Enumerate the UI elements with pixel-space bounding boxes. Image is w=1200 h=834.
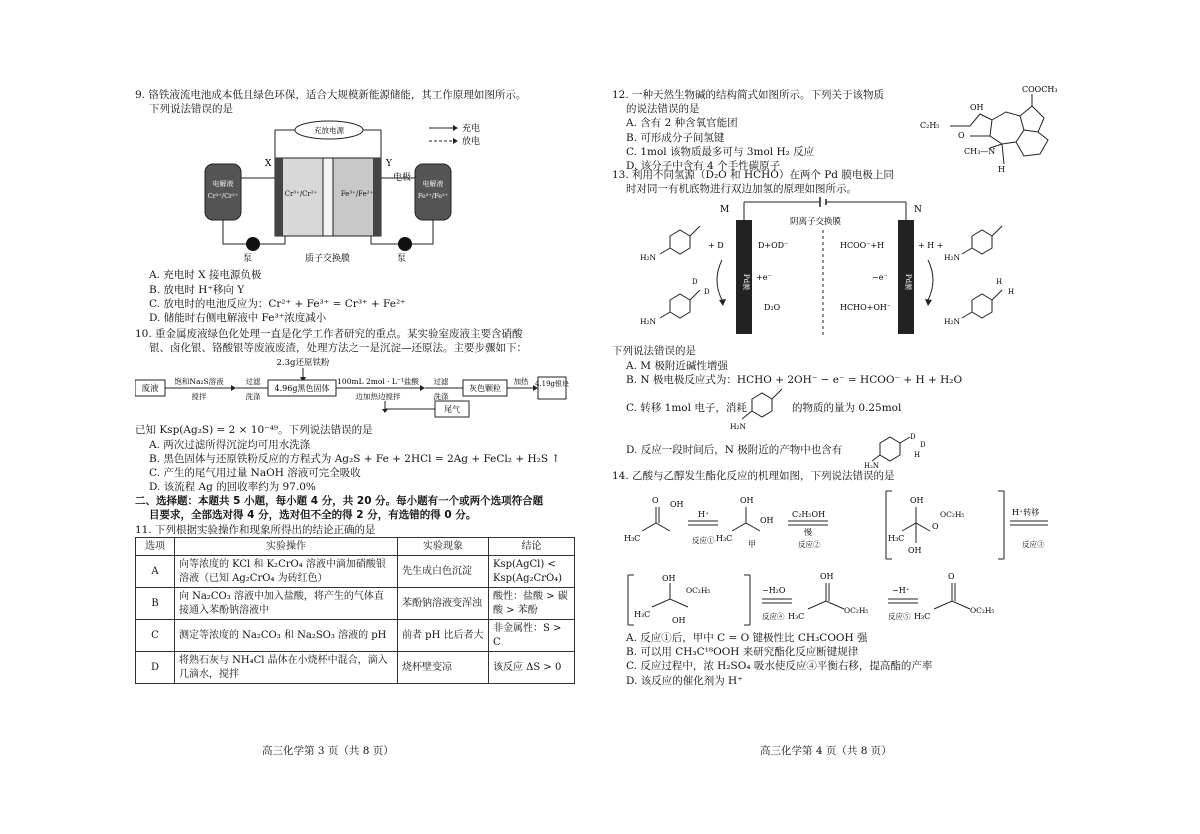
q12-option-c: C. 1mol 该物质最多可与 3mol H₂ 反应	[626, 145, 815, 158]
q9-left-tank-ions: Cr³⁺/Cr²⁺	[207, 192, 239, 201]
q14-r4: 反应④	[762, 612, 785, 622]
q13-h2n-3: H₂N	[944, 253, 961, 263]
q14-ester-oc2h5: OC₂H₅	[970, 606, 995, 616]
q14-jia-oh1: OH	[740, 496, 754, 506]
q9-right-tank-ions: Fe³⁺/Fe²⁺	[417, 192, 449, 201]
q13-option-c-row	[612, 387, 1072, 431]
q13-e-right: −e⁻	[872, 273, 888, 283]
q14-int2-h3c: H₃C	[634, 610, 651, 620]
q12-stem: 12. 一种天然生物碱的结构简式如图所示。下列关于该物质	[612, 89, 885, 101]
question-9	[135, 88, 583, 116]
q13-hcoo: HCOO⁻+H	[840, 241, 885, 251]
q13-d-d1: D	[910, 432, 916, 441]
q11-cell: 酸性：盐酸 > 碳酸 > 苯酚	[489, 588, 575, 620]
q9-pump-right	[398, 237, 412, 251]
q13-d-1: D	[692, 278, 698, 287]
q10-flow-s2b: 洗涤	[245, 392, 261, 402]
q9-option-a: A. 充电时 X 接电源负极	[149, 269, 262, 282]
q11-cell: A	[136, 556, 175, 588]
q10-flow-s1b: 搅拌	[191, 392, 207, 402]
q14-int-h3c: H₃C	[888, 534, 905, 544]
q11-cell: 先生成白色沉淀	[398, 556, 489, 588]
q14-r3: 反应③	[1022, 540, 1045, 550]
q12-stem-2: 的说法错误的是	[626, 103, 700, 116]
table-row	[136, 588, 575, 620]
section-2-line-1: 二、选择题：本题共 5 小题，每小题 4 分，共 20 分。每小题有一个或两个选项符合题	[135, 495, 544, 508]
q10-flow-s2a: 过滤	[245, 377, 261, 387]
q13-m-label: M	[720, 205, 730, 216]
q14-acid-o: O	[652, 496, 659, 506]
q14-hplus: H⁺	[698, 510, 710, 520]
q13-ask: 下列说法错误的是	[612, 345, 696, 358]
q10-flow-gas: 尾气	[444, 405, 460, 415]
q13-hchooh: HCHO+OH⁻	[840, 303, 892, 313]
q10-flow-waste: 废液	[141, 384, 159, 395]
q13-stem-2: 时对同一有机底物进行双边加氢的原理如图所示。	[626, 183, 857, 196]
q13-electrode-figure	[612, 196, 1072, 344]
q13-membrane-label: 阴离子交换膜	[790, 217, 842, 228]
q9-stem: 9. 铬铁液流电池成本低且绿色环保，适合大规模新能源储能，其工作原理如图所示。	[135, 89, 527, 101]
q11-cell: 非金属性：S > C	[489, 620, 575, 652]
q9-y-label: Y	[386, 159, 392, 170]
q13-h2n-4: H₂N	[944, 317, 961, 327]
q11-cell: 测定等浓度的 Na₂CO₃ 和 Na₂SO₃ 溶液的 pH	[175, 620, 398, 652]
q14-stem: 14. 乙酸与乙醇发生酯化反应的机理如图，下列说法错误的是	[612, 469, 895, 482]
q14-int3-oc2h5: OC₂H₅	[844, 606, 869, 616]
q11-header-row	[136, 537, 575, 556]
q14-mh: −H⁺	[892, 586, 910, 596]
q13-dod: D+OD⁻	[758, 241, 789, 251]
q10-flow-solid: 4.96g黑色固体	[274, 384, 330, 394]
q13-arrow-left	[717, 260, 722, 300]
q14-acid-oh: OH	[670, 500, 684, 510]
question-12	[612, 85, 1072, 174]
q13-option-a: A. M 极附近碱性增强	[626, 359, 728, 372]
q14-int-o: O	[932, 522, 939, 532]
q11-header-phenomenon: 实验现象	[398, 537, 489, 556]
q10-option-a: A. 两次过滤所得沉淀均可用水洗涤	[149, 438, 311, 451]
q14-ester-o: O	[948, 572, 955, 582]
q14-acid	[642, 523, 670, 531]
section-2-line-2: 目要求，全部选对得 4 分，选对但不全的得 2 分，有选错的得 0 分。	[149, 509, 477, 522]
q9-pump-left	[246, 237, 260, 251]
q13-option-c: C. 转移 1mol 电子，消耗	[626, 401, 747, 414]
q11-cell: 前者 pH 比后者大	[398, 620, 489, 652]
q9-right-ions: Fe³⁺/Fe²⁺	[340, 190, 374, 199]
q14-jia: 甲	[748, 540, 756, 550]
q14-h2o: −H₂O	[762, 586, 786, 596]
q11-header-option: 选项	[136, 537, 175, 556]
q13-d-2: D	[704, 288, 710, 297]
q9-left-ions: Cr³⁺/Cr²⁺	[284, 190, 318, 199]
q13-stem: 13. 利用不同氢源（D₂O 和 HCHO）在两个 Pd 膜电极上同	[612, 169, 894, 181]
q10-flow-top: 2.3g还原铁粉	[276, 358, 330, 369]
left-column	[135, 88, 583, 684]
q12-option-a: A. 含有 2 种含氧官能团	[626, 117, 738, 130]
q13-substrate-left-top	[660, 226, 700, 254]
q10-option-c: C. 产生的尾气用过量 NaOH 溶液可完全吸收	[149, 466, 361, 479]
q12-alkaloid-structure	[920, 82, 1070, 178]
q9-membrane-label: 质子交换膜	[305, 254, 351, 265]
q13-d-left: + D	[708, 241, 724, 251]
q10-flow-s4a: 过滤	[433, 377, 449, 387]
q12-option-b: B. 可形成分子间氢键	[626, 131, 725, 144]
q11-header-conclusion: 结论	[489, 537, 575, 556]
q10-stem: 10. 重金属废液绿色化处理一直是化学工作者研究的重点。某实验室废液主要含硝酸	[135, 328, 523, 341]
q12-cooch3: COOCH₃	[1022, 85, 1058, 94]
q9-pump-right-label: 泵	[397, 254, 407, 265]
q12-h: H	[998, 165, 1005, 174]
q9-option-b: B. 放电时 H⁺移向 Y	[149, 283, 245, 296]
section-2-header	[135, 494, 583, 522]
footer-left: 高三化学第 3 页（共 8 页）	[262, 745, 394, 757]
q10-flow-s3a: 100mL 2mol · L⁻¹盐酸	[337, 377, 419, 387]
q10-flow-s4b: 洗涤	[433, 392, 449, 402]
q14-acid-h3c: H₃C	[624, 534, 641, 544]
q13-d-h: H	[914, 450, 921, 459]
q13-substrate-left-bottom	[660, 290, 700, 318]
q9-electrode-label: 电极	[393, 173, 412, 184]
q9-right-tank-label: 电解液	[422, 180, 444, 189]
q10-flow-gray: 灰色颗粒	[469, 384, 501, 394]
table-row	[136, 652, 575, 684]
q10-flowchart	[135, 355, 583, 419]
q13-h2n-1: H₂N	[640, 253, 657, 263]
q14-int2-oh2: OH	[672, 616, 686, 626]
footer-right: 高三化学第 4 页（共 8 页）	[760, 745, 892, 757]
q11-cell: B	[136, 588, 175, 620]
q13-option-d: D. 反应一段时间后，N 极附近的产物中也含有	[626, 443, 843, 456]
q10-flow-s1a: 饱和Na₂S溶液	[174, 377, 224, 387]
q10-option-d: D. 该流程 Ag 的回收率约为 97.0%	[149, 481, 316, 494]
q13-arrow-right	[928, 260, 933, 300]
q14-int3-oh: OH	[820, 572, 834, 582]
q13-h-2: H	[1008, 288, 1015, 297]
q13-n-label: N	[914, 205, 922, 216]
q9-left-tank-label: 电解液	[212, 180, 234, 189]
q9-options	[135, 268, 583, 325]
q14-c2h5oh: C₂H₅OH	[792, 510, 826, 520]
q14-int-c2h5: OC₂H₅	[940, 510, 965, 520]
q14-r5: 反应⑤	[888, 612, 911, 622]
q11-cell: 苯酚钠溶液变浑浊	[398, 588, 489, 620]
q11-table	[135, 537, 575, 685]
table-row	[136, 556, 575, 588]
q14-jia-h3c: H₃C	[716, 534, 733, 544]
q9-power-label: 充放电源	[314, 126, 344, 136]
q12-c2h5: C₂H₅	[920, 121, 940, 130]
q14-int2-oh1: OH	[662, 574, 676, 584]
q13-d2o: D₂O	[764, 303, 781, 313]
q14-option-c: C. 反应过程中，浓 H₂SO₄ 吸水使反应④平衡右移，提高酯的产率	[626, 660, 933, 673]
q14-int3-h3c: H₃C	[788, 612, 805, 622]
q9-battery-figure	[135, 118, 583, 266]
q10-flow-s5: 加热	[513, 377, 529, 387]
q13-h-1: H	[996, 278, 1003, 287]
q13-d-d2: D	[920, 440, 926, 449]
q10-option-b: B. 黑色固体与还原铁粉反应的方程式为 Ag₂S + Fe + 2HCl = 2Ag + FeCl₂ + H₂S ↑	[149, 452, 561, 465]
q14-slow: 慢	[804, 528, 812, 538]
q14-option-a: A. 反应①后，甲中 C = O 键极性比 CH₃COOH 强	[626, 632, 868, 645]
table-row	[136, 620, 575, 652]
q10-known: 已知 Ksp(Ag₂S) = 2 × 10⁻⁴⁹。下列说法错误的是	[135, 424, 373, 437]
q14-r1: 反应①	[692, 536, 715, 546]
right-column	[612, 85, 1072, 688]
q14-option-d: D. 该反应的催化剂为 H⁺	[626, 674, 743, 687]
q11-cell: 向 Na₂CO₃ 溶液中加入盐酸，将产生的气体直接通入苯酚钠溶液中	[175, 588, 398, 620]
q14-option-b: B. 可以用 CH₃C¹⁸OOH 来研究酯化反应断键规律	[626, 646, 859, 659]
q13-h-right: + H +	[918, 241, 944, 251]
q11-cell: D	[136, 652, 175, 684]
q9-membrane	[323, 158, 333, 236]
q13-c-h2n: H₂N	[730, 421, 747, 431]
q14-htransfer: H⁺转移	[1012, 508, 1040, 518]
q14-r2: 反应②	[798, 540, 821, 550]
q9-legend-charge: 充电	[462, 124, 481, 135]
q13-option-d-structure	[864, 431, 934, 469]
q11-stem: 11. 下列根据实验操作和现象所得出的结论正确的是	[135, 523, 376, 536]
q10-flow-block: 4.19g银块	[534, 380, 570, 389]
q11-cell: 向等浓度的 KCl 和 K₂CrO₄ 溶液中滴加硝酸银溶液（已知 Ag₂CrO₄ 为砖红色）	[175, 556, 398, 588]
q13-pd-n: Pd膜	[904, 274, 912, 291]
q11-cell: 该反应 ΔS > 0	[489, 652, 575, 684]
q12-oh: OH	[970, 103, 984, 112]
q9-x-label: X	[265, 159, 272, 170]
q14-options	[612, 631, 1072, 688]
q11-cell: 烧杯壁变凉	[398, 652, 489, 684]
q11-cell: Ksp(AgCl) < Ksp(Ag₂CrO₄)	[489, 556, 575, 588]
q11-cell: 将熟石灰与 NH₄Cl 晶体在小烧杯中混合，滴入几滴水，搅拌	[175, 652, 398, 684]
q13-option-d-row	[612, 431, 1072, 469]
q13-pd-m: Pd膜	[742, 274, 750, 291]
q14-int-oh1: OH	[910, 496, 924, 506]
q13-option-c-structure	[730, 387, 790, 431]
q14-jia-oh2: OH	[760, 516, 774, 526]
q10-stem-2: 银、卤化银、铬酸银等废液废渣，处理方法之一是沉淀—还原法。主要步骤如下：	[149, 342, 527, 355]
q9-pump-left-label: 泵	[243, 254, 253, 265]
q9-option-c: C. 放电时的电池反应为：Cr²⁺ + Fe³⁺ = Cr³⁺ + Fe²⁺	[149, 297, 406, 310]
q12-ch3n: CH₃—N	[964, 147, 996, 156]
q13-substrate-right-bottom	[962, 290, 1002, 318]
q9-legend-discharge: 放电	[462, 137, 481, 148]
q14-int2-oc2h5: OC₂H₅	[686, 586, 711, 596]
q9-stem-2: 下列说法错误的是	[149, 103, 233, 116]
q14-mechanism-figure	[612, 483, 1072, 631]
q13-option-c-tail: 的物质的量为 0.25mol	[792, 401, 902, 414]
q12-o: O	[958, 131, 965, 140]
q9-option-d: D. 储能时右侧电解液中 Fe³⁺浓度减小	[149, 311, 327, 324]
q12-option-d: D. 该分子中含有 4 个手性碳原子	[626, 159, 781, 172]
q13-option-b: B. N 极电极反应式为：HCHO + 2OH⁻ − e⁻ = HCOO⁻ + H + H₂O	[626, 373, 963, 386]
q13-e-left: +e⁻	[756, 273, 772, 283]
q14-ester-h3c: H₃C	[914, 612, 931, 622]
q11-header-operation: 实验操作	[175, 537, 398, 556]
q13-body	[612, 344, 1072, 469]
q10-body	[135, 423, 583, 494]
q10-flow-s3b: 边加热边搅拌	[355, 392, 401, 402]
question-10	[135, 327, 583, 355]
q13-h2n-2: H₂N	[640, 317, 657, 327]
q14-int-oh2: OH	[908, 546, 922, 556]
q11-cell: C	[136, 620, 175, 652]
q13-d-h2n: H₂N	[864, 461, 880, 469]
q13-substrate-right-top	[962, 226, 1002, 254]
